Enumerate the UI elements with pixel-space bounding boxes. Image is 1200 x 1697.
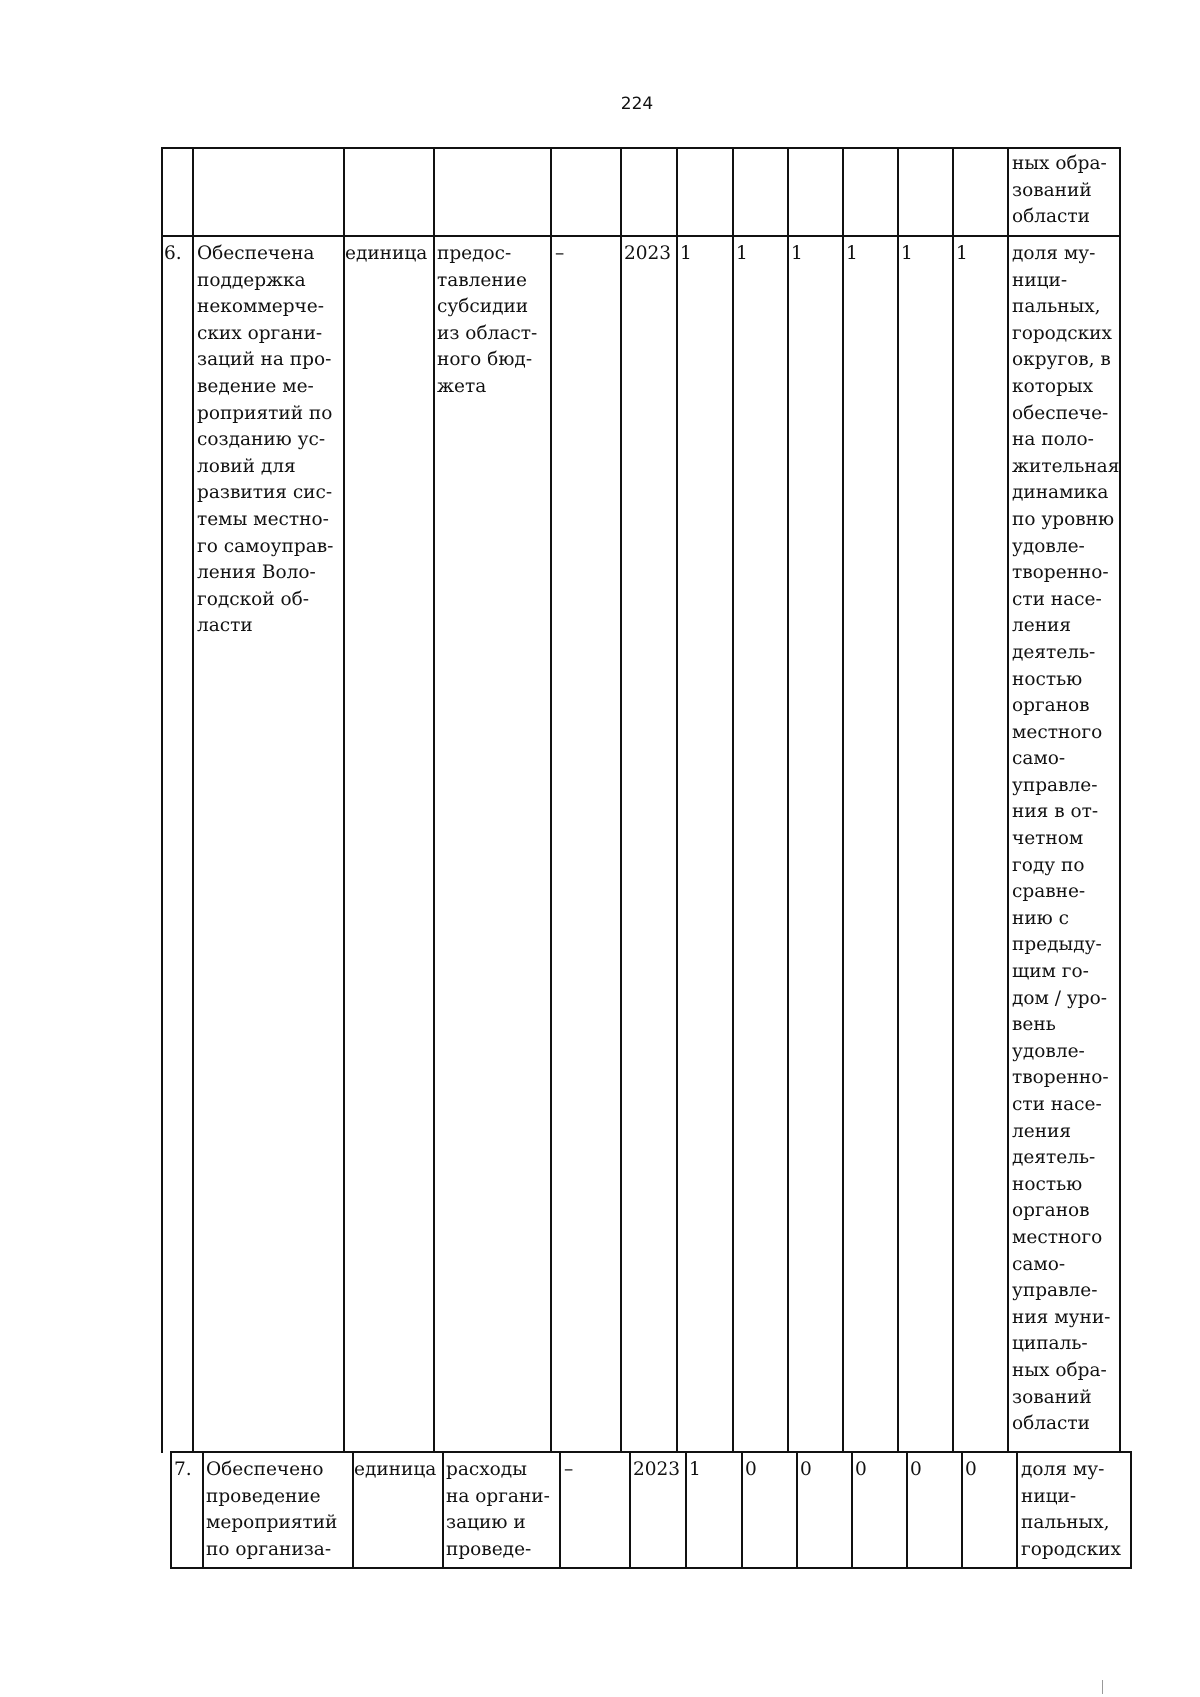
value-cell: 1 [901, 243, 913, 264]
value-cell: 1 [680, 243, 692, 264]
value-cell: 0 [965, 1459, 977, 1480]
table-rule-top [161, 147, 1121, 149]
base-year: 2023 [624, 243, 672, 264]
row-number: 7. [174, 1459, 192, 1480]
value-cell: 0 [910, 1459, 922, 1480]
value-cell: 0 [855, 1459, 867, 1480]
indicator-continuation: ных обра- зований области [1012, 153, 1107, 228]
page-number: 224 [620, 94, 654, 114]
type-cell: предос- тавление субсидии из област- ного бюд- жета [437, 243, 538, 397]
base-value: – [564, 1459, 574, 1480]
scan-mark [1102, 1680, 1103, 1694]
row-number: 6. [164, 243, 182, 264]
result-text: Обеспечено проведение мероприятий по организа- [206, 1459, 338, 1560]
table-rule-bottom [170, 1567, 1132, 1569]
value-cell: 1 [689, 1459, 701, 1480]
value-cell: 0 [800, 1459, 812, 1480]
value-cell: 0 [745, 1459, 757, 1480]
result-text: Обеспечена поддержка некоммерче- ских органи- заций на про- ведение ме- роприятий по созданию ус- ловий для развития сис- темы местно- го самоуправ- ления Воло- годской об- ласти [197, 243, 334, 637]
value-cell: 1 [736, 243, 748, 264]
table-rule-row7 [170, 1451, 1132, 1453]
indicator-text: доля му- ници- пальных, городских [1021, 1459, 1121, 1560]
value-cell: 1 [956, 243, 968, 264]
indicator-text: доля му- ници- пальных, городских округов, в которых обеспече- на поло- жительная динамика по уровню удовле- творенно- сти насе- ления деятель- ностью органов местного само- управле- ния в от- четном году по сравне- нию с предыду- щим го- дом / уро- вень удовле- творенно- сти насе- ления деятель- ностью органов местного само- управле- ния муни- ципаль- ных обра- зований области [1012, 243, 1120, 1435]
value-cell: 1 [791, 243, 803, 264]
value-cell: 1 [846, 243, 858, 264]
unit-cell: единица [345, 243, 428, 264]
type-cell: расходы на органи- зацию и проведе- [446, 1459, 550, 1560]
base-year: 2023 [633, 1459, 681, 1480]
base-value: – [555, 243, 565, 264]
unit-cell: единица [354, 1459, 437, 1480]
table-rule-row6 [161, 235, 1121, 237]
